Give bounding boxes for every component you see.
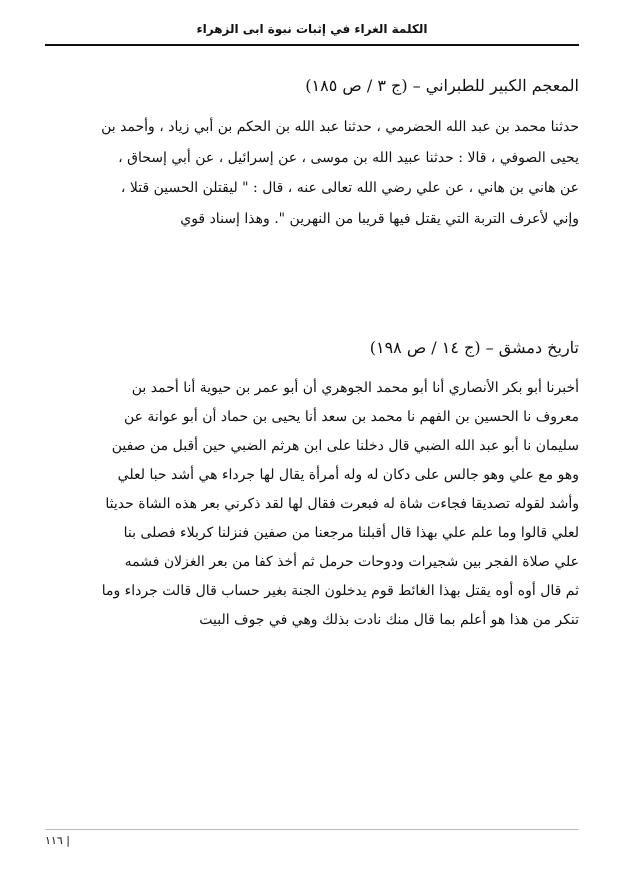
- text-line: أخبرنا أبو بكر الأنصاري أنا أبو محمد الجوهري أن أبو عمر بن حيوية أنا أحمد بن: [131, 380, 579, 396]
- text-line: حدثنا محمد بن عبد الله الحضرمي ، حدثنا عبد الله بن الحكم بن أبي زياد ، وأحمد بن: [101, 119, 579, 135]
- paragraph: [45, 112, 579, 234]
- text-line: لعلي قالوا وما علم علي بهذا قال أقبلنا مرجعنا من صفين فنزلنا كربلاء فصلى بنا: [123, 525, 579, 541]
- text-line: وإني لأعرف التربة التي يقتل فيها قريبا من النهرين ". وهذا إسناد قوي: [180, 210, 579, 227]
- text-line: معروف نا الحسين بن الفهم نا محمد بن سعد أنا يحيى بن حماد أن أبو عوانة عن: [123, 409, 579, 425]
- text-line: علي صلاة الفجر بين شجيرات ودوحات حرمل ثم أخذ كفا من بعر الغزلان فشمه: [124, 554, 579, 570]
- section-heading: المعجم الكبير للطبراني – (ج ٣ / ص ١٨٥): [305, 76, 579, 95]
- section-tarikh-dimashq: [45, 334, 579, 635]
- text-line: يحيى الصوفي ، قالا : حدثنا عبيد الله بن موسى ، عن إسرائيل ، عن أبي إسحاق ،: [118, 149, 579, 166]
- running-header: الكلمة الغراء في إثبات نبوة ابى الزهراء: [45, 22, 579, 46]
- text-line: عن هاني بن هاني ، عن علي رضي الله تعالى عنه ، قال : " ليقتلن الحسين قتلا ،: [120, 180, 579, 196]
- text-line: وأشد لقوله تصديقا فجاءت شاة له فبعرت فقال لها لقد ذكرني بعر هذه الشاة حديثا: [105, 496, 579, 512]
- section-tabarani: [45, 72, 579, 234]
- section-heading: تاريخ دمشق – (ج ١٤ / ص ١٩٨): [369, 338, 579, 357]
- text-line: تنكر من هذا هو أعلم بما قال منك نادت بذلك وهي في جوف البيت: [199, 612, 579, 628]
- page-number: ١١٦ |: [45, 834, 70, 847]
- text-line: وهو مع علي وهو جالس على دكان له وله أمرأة يقال لها جرداء هي أشد حبا لعلي: [117, 467, 579, 483]
- text-line: ثم قال أوه أوه يقتل بهذا الغائط قوم يدخلون الجنة بغير حساب قال قالت جرداء وما: [101, 583, 579, 599]
- text-line: سليمان نا أبو عبد الله الضبي قال دخلنا على ابن هرثم الضبي حين أقبل من صفين: [111, 438, 579, 454]
- paragraph: [45, 374, 579, 635]
- page-footer: [45, 829, 579, 847]
